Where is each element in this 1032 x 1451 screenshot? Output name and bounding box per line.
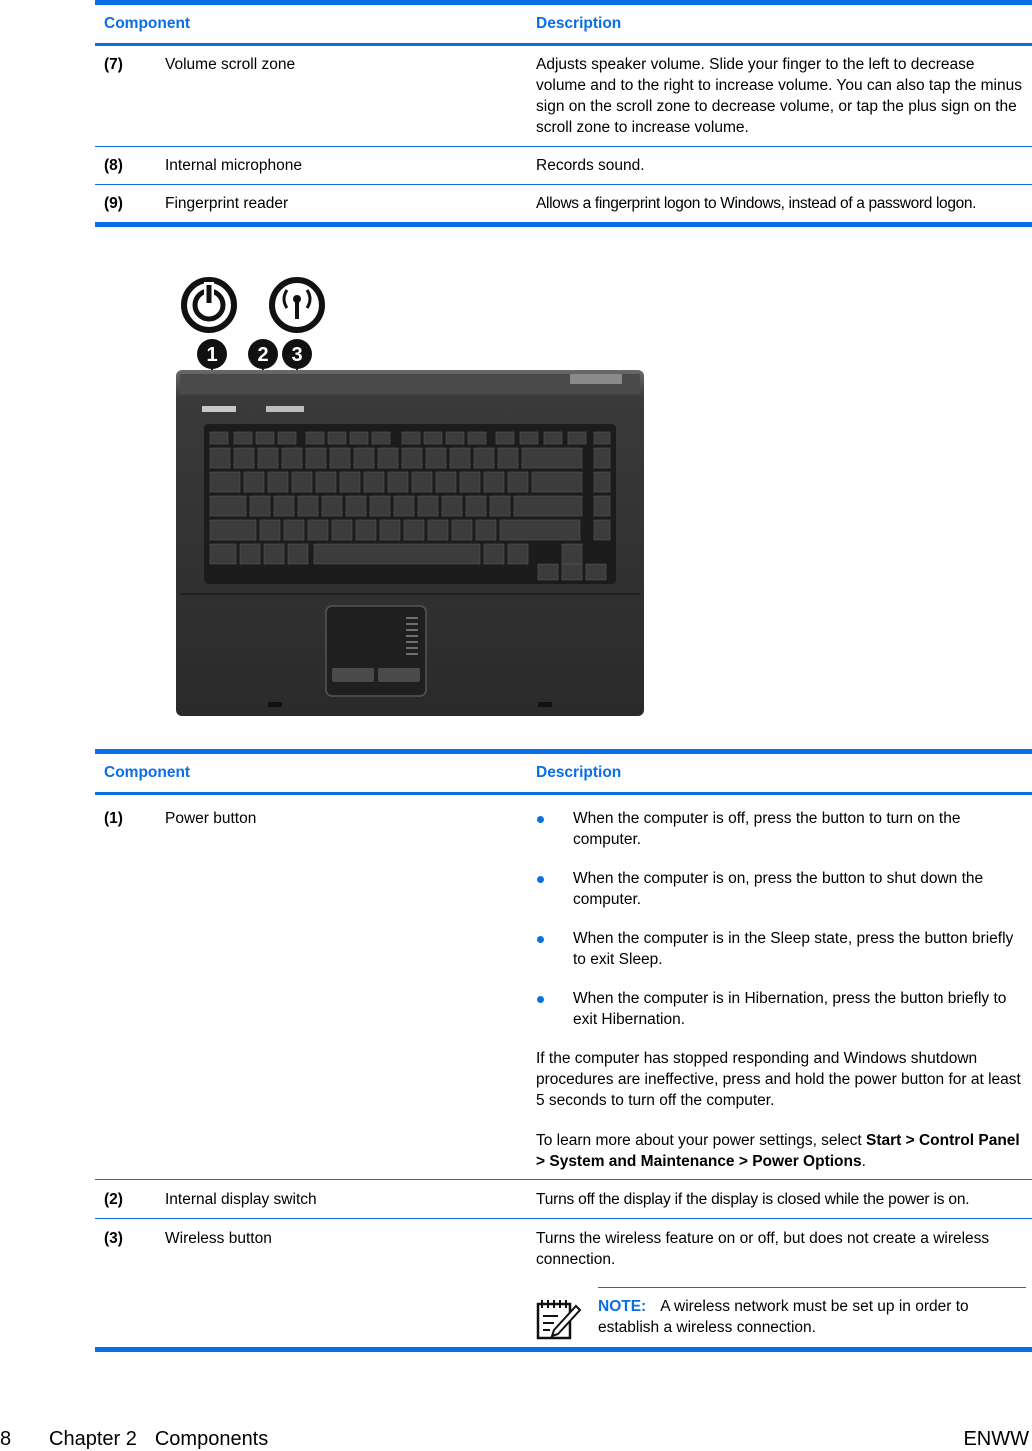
row-description — [536, 808, 1026, 1179]
header-description: Description — [536, 15, 622, 32]
table-row — [95, 185, 1032, 222]
table-header — [95, 754, 1032, 792]
row-number: (2) — [104, 1191, 123, 1208]
note-pad-icon — [536, 1296, 598, 1342]
table-row — [95, 1180, 1032, 1218]
bullet-list — [536, 808, 1026, 1030]
row-component: Fingerprint reader — [165, 195, 289, 212]
row-number: (9) — [104, 195, 123, 212]
table-row — [95, 147, 1032, 184]
page-footer — [0, 1428, 1032, 1451]
table-row — [95, 46, 1032, 146]
paragraph-text: To learn more about your power settings, select — [536, 1132, 866, 1149]
svg-text:2: 2 — [257, 344, 269, 366]
component-table-bottom — [95, 749, 1032, 1352]
table-header — [95, 5, 1032, 43]
locale-code: ENWW — [963, 1428, 1029, 1450]
touchpad — [326, 606, 426, 696]
wireless-icon — [272, 280, 322, 330]
page-number: 8 — [0, 1428, 12, 1450]
list-item: When the computer is in the Sleep state, press the button briefly to exit Sleep. — [536, 928, 1026, 970]
row-description: Adjusts speaker volume. Slide your finger to the left to decrease volume and to the right to increase volume. You can also tap the minus sign on the scroll zone to decrease volume, or tap the plus sign on the scroll zone to increase volume. — [536, 56, 1022, 136]
row-number: (7) — [104, 56, 123, 73]
power-settings-paragraph — [536, 1130, 1026, 1172]
row-component: Volume scroll zone — [165, 56, 296, 73]
paragraph-text: . — [861, 1153, 866, 1170]
list-item: When the computer is in Hibernation, press the button briefly to exit Hibernation. — [536, 988, 1026, 1030]
note-message: A wireless network must be set up in order to establish a wireless connection. — [598, 1298, 969, 1336]
note-bottom-rule — [598, 1351, 1026, 1352]
wireless-description: Turns the wireless feature on or off, but does not create a wireless connection. — [536, 1230, 990, 1268]
chapter-number: Chapter 2 — [49, 1428, 137, 1450]
power-note-paragraph: If the computer has stopped responding and Windows shutdown procedures are ineffective, press and hold the power button for at least 5 seconds to turn off the computer. — [536, 1050, 1021, 1109]
row-number: (3) — [104, 1230, 123, 1247]
touchpad-right-button — [378, 668, 420, 682]
table-bottom-rule — [95, 222, 1032, 227]
note-box — [536, 1287, 1026, 1352]
note-text — [598, 1296, 1018, 1342]
list-item: When the computer is off, press the button to turn on the computer. — [536, 808, 1026, 850]
row-description — [536, 1228, 1026, 1347]
power-button-strip — [202, 406, 236, 412]
keyboard-figure — [170, 272, 650, 722]
row-component: Internal microphone — [165, 157, 302, 174]
touchpad-left-button — [332, 668, 374, 682]
row-component: Wireless button — [165, 1230, 272, 1247]
row-description: Records sound. — [536, 157, 645, 174]
power-icon — [184, 280, 234, 330]
row-number: (8) — [104, 157, 123, 174]
svg-text:1: 1 — [206, 344, 218, 366]
menu-path: Start > Control Panel > System and Maintenance > Power Options — [536, 1132, 1020, 1170]
wireless-button-strip — [266, 406, 304, 412]
header-component: Component — [104, 15, 191, 32]
row-number: (1) — [104, 810, 123, 827]
header-description: Description — [536, 764, 622, 781]
row-component: Power button — [165, 810, 257, 827]
row-description: Turns off the display if the display is closed while the power is on. — [536, 1191, 970, 1208]
chapter-title: Components — [154, 1428, 269, 1450]
svg-text:3: 3 — [291, 344, 303, 366]
table-row — [95, 795, 1032, 1179]
component-table-top — [95, 0, 1032, 227]
row-component: Internal display switch — [165, 1191, 317, 1208]
note-body — [536, 1288, 1026, 1351]
row-description: Allows a fingerprint logon to Windows, instead of a password logon. — [536, 195, 977, 212]
table-row — [95, 1219, 1032, 1347]
header-component: Component — [104, 764, 191, 781]
note-label: NOTE: — [598, 1298, 647, 1315]
laptop-keyboard-illustration — [170, 272, 650, 722]
list-item: When the computer is on, press the button to shut down the computer. — [536, 868, 1026, 910]
chapter-label — [49, 1428, 268, 1451]
